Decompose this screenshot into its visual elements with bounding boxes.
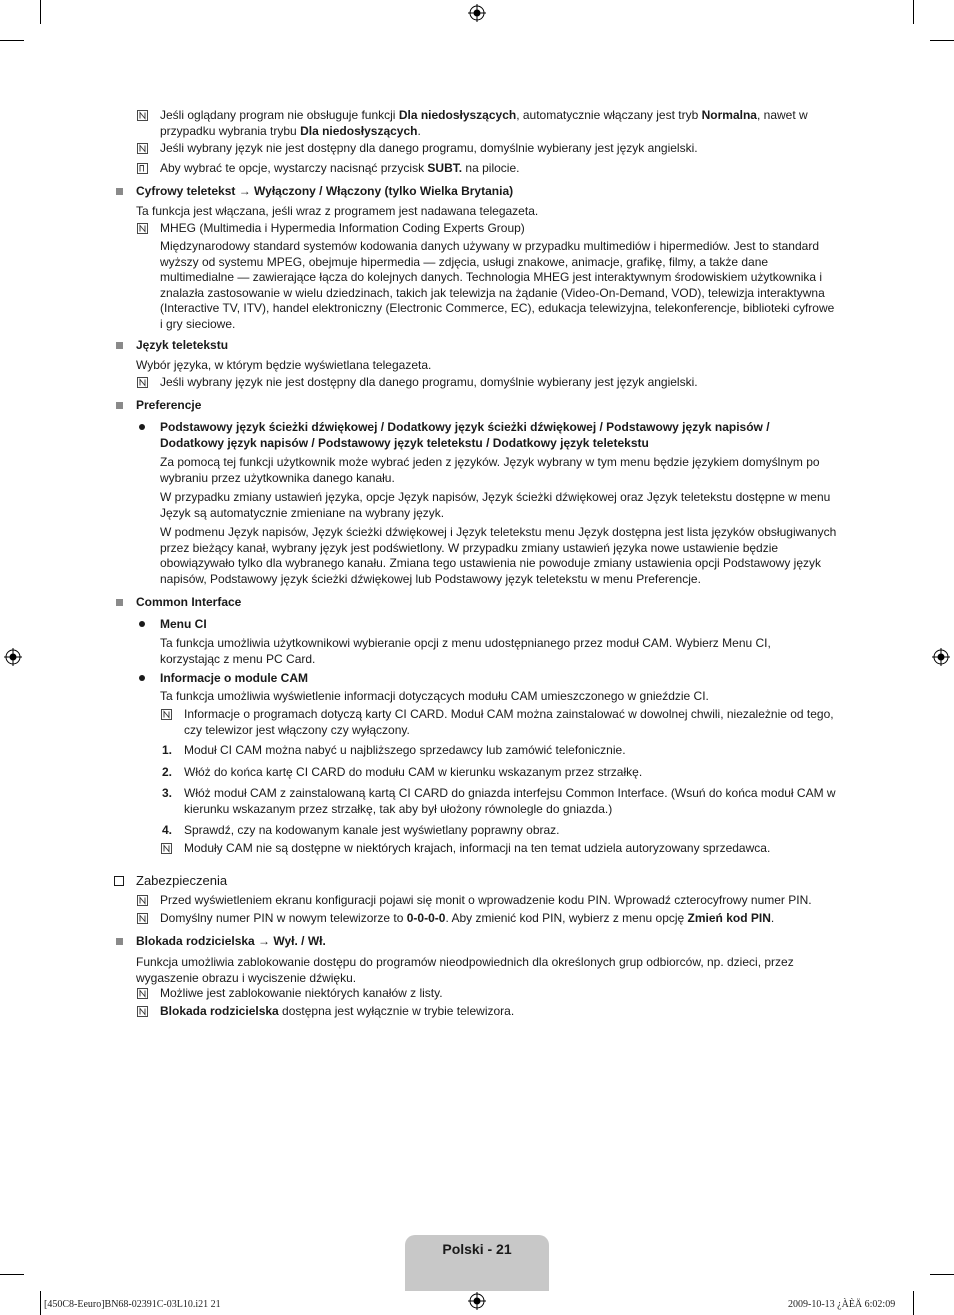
registration-mark-icon [932, 648, 950, 666]
registration-mark-icon [468, 1292, 486, 1310]
note-text: Informacje o programach dotyczą karty CI CARD. Moduł CAM można zainstalować w dowolnej chwili, niezależnie od tego, czy telewizor jest włączony czy wyłączony. [184, 707, 834, 737]
paragraph: Ta funkcja umożliwia użytkownikowi wybieranie opcji z menu udostępnianego przez moduł CAM. Wybierz Menu CI, korzystając z menu PC Card. [160, 636, 771, 666]
step-text: Sprawdź, czy na kodowanym kanale jest wyświetlany poprawny obraz. [184, 823, 560, 837]
footer-file-info: [450C8-Eeuro]BN68-02391C-03L10.i21 21 [44, 1299, 221, 1310]
step-number: 1. [162, 743, 173, 757]
section-title: Zabezpieczenia [136, 873, 228, 888]
crop-mark [930, 40, 954, 41]
round-bullet [139, 621, 145, 627]
round-bullet [139, 675, 145, 681]
note-text: MHEG (Multimedia i Hypermedia Information Coding Experts Group) [160, 221, 525, 235]
paragraph: Międzynarodowy standard systemów kodowania danych używany w przypadku multimediów i hipermediów. Jest to standard wyższy od systemu MPEG, obejmuje hipermedia — zdjęcia, usługi znakowe, animacje, grafikę, filmy, a także dane multimedialne — zawierające łącza do kolejnych danych. Technologia MHEG jest interaktywnym środowiskiem użytkownika i znalazła zastosowanie w wielu dziedzinach, takich jak telewizja na żądanie (Video-On-Demand, VOD), telewizja interaktywna (Interactive TV, ITV), handel elektroniczny (Electronic Commerce, EC), edukacja telewizyjna, telekonferencje, biblioteki cyfrowe i gry sieciowe. [160, 239, 835, 331]
crop-mark [40, 0, 41, 24]
menu-heading: Blokada rodzicielska → Wył. / Wł. [136, 934, 326, 948]
registration-mark-icon [468, 4, 486, 22]
note-icon [137, 223, 148, 234]
note-text: Jeśli wybrany język nie jest dostępny dla danego programu, domyślnie wybierany jest język angielski. [160, 375, 698, 389]
note-icon [137, 988, 148, 999]
note-text: Domyślny numer PIN w nowym telewizorze to 0-0-0-0. Aby zmienić kod PIN, wybierz z menu opcję Zmień kod PIN. [160, 911, 775, 925]
crop-mark [913, 0, 914, 24]
note-icon [161, 709, 172, 720]
note-text: Aby wybrać te opcje, wystarczy nacisnąć przycisk SUBT. na pilocie. [160, 161, 520, 175]
step-text: Moduł CI CAM można nabyć u najbliższego sprzedawcy lub zamówić telefonicznie. [184, 743, 626, 757]
square-bullet [116, 342, 123, 349]
step-text: Włóż moduł CAM z zainstalowaną kartą CI CARD do gniazda interfejsu Common Interface. (Wsuń do końca moduł CAM w kierunku wskazanym przez strzałkę, tak aby był ułożony równolegle do gniazda.) [184, 786, 836, 816]
crop-mark [0, 40, 24, 41]
sub-heading: Menu CI [160, 617, 207, 631]
note-text: Blokada rodzicielska dostępna jest wyłącznie w trybie telewizora. [160, 1004, 515, 1018]
crop-mark [930, 1274, 954, 1275]
crop-mark [913, 1291, 914, 1315]
note-icon [137, 913, 148, 924]
note-icon [137, 110, 148, 121]
note-text: Moduły CAM nie są dostępne w niektórych krajach, informacji na ten temat udziela autoryzowany sprzedawca. [184, 841, 771, 855]
crop-mark [40, 1291, 41, 1315]
paragraph: Ta funkcja jest włączana, jeśli wraz z programem jest nadawana telegazeta. [136, 204, 539, 218]
square-bullet [116, 938, 123, 945]
note-text: Jeśli oglądany program nie obsługuje funkcji Dla niedosłyszących, automatycznie włączany jest tryb Normalna, nawet w przypadku wybrania trybu Dla niedosłyszących. [160, 108, 808, 138]
sub-heading: Informacje o module CAM [160, 671, 309, 685]
sub-heading: Podstawowy język ścieżki dźwiękowej / Dodatkowy język ścieżki dźwiękowej / Podstawowy język napisów / Dodatkowy język napisów / Podstawowy język teletekstu / Dodatkowy język teletekstu [160, 420, 770, 450]
note-text: Jeśli wybrany język nie jest dostępny dla danego programu, domyślnie wybierany jest język angielski. [160, 141, 698, 155]
step-number: 4. [162, 823, 173, 837]
menu-heading: Język teletekstu [136, 338, 229, 352]
note-text: Możliwe jest zablokowanie niektórych kanałów z listy. [160, 986, 443, 1000]
round-bullet [139, 424, 145, 430]
footer-timestamp: 2009-10-13 ¿ÀÈÄ 6:02:09 [788, 1299, 896, 1310]
menu-heading: Cyfrowy teletekst → Wyłączony / Włączony (tylko Wielka Brytania) [136, 184, 514, 198]
note-text: Przed wyświetleniem ekranu konfiguracji pojawi się monit o wprowadzenie kodu PIN. Wprowadź czterocyfrowy numer PIN. [160, 893, 812, 907]
page-number: Polski - 21 [442, 1241, 512, 1257]
paragraph: Wybór języka, w którym będzie wyświetlana telegazeta. [136, 358, 432, 372]
note-icon [137, 377, 148, 388]
note-icon [137, 1006, 148, 1017]
paragraph: Za pomocą tej funkcji użytkownik może wybrać jeden z języków. Język wybrany w tym menu będzie językiem domyślnym po wybraniu przez użytkownika danego kanału. [160, 455, 820, 485]
registration-mark-icon [4, 648, 22, 666]
crop-mark [0, 1274, 24, 1275]
note-icon [137, 895, 148, 906]
remote-note-icon [137, 163, 148, 174]
menu-heading: Preferencje [136, 398, 202, 412]
step-text: Włóż do końca kartę CI CARD do modułu CAM w kierunku wskazanym przez strzałkę. [184, 765, 643, 779]
section-checkbox-icon [114, 876, 124, 886]
paragraph: W przypadku zmiany ustawień języka, opcje Język napisów, Język ścieżki dźwiękowej oraz Język teletekstu dostępne w menu Język są automatycznie zmieniane na wybrany język. [160, 490, 831, 520]
square-bullet [116, 188, 123, 195]
note-icon [161, 843, 172, 854]
paragraph: W podmenu Język napisów, Język ścieżki dźwiękowej i Język teletekstu menu Język dostępna jest lista języków obsługiwanych przez bieżący kanał, wybrany język jest podświetlony. W przypadku zmiany ustawień języka nowe ustawienie będzie obowiązywało tylko dla wybranego kanału. Zmiana tego ustawienia nie powoduje zmiany ustawienia opcji Podstawowy język napisów, Podstawowy język ścieżki dźwiękowej lub Podstawowy język teletekstu w menu Preferencje. [160, 525, 837, 586]
step-number: 2. [162, 765, 173, 779]
square-bullet [116, 599, 123, 606]
paragraph: Ta funkcja umożliwia wyświetlenie informacji dotyczących modułu CAM umieszczonego w gnieździe CI. [160, 689, 709, 703]
note-icon [137, 143, 148, 154]
paragraph: Funkcja umożliwia zablokowanie dostępu do programów nieodpowiednich dla określonych grup odbiorców, np. dzieci, przez wygaszenie obrazu i wyciszenie dźwięku. [136, 955, 794, 985]
square-bullet [116, 402, 123, 409]
step-number: 3. [162, 786, 173, 800]
menu-heading: Common Interface [136, 595, 242, 609]
